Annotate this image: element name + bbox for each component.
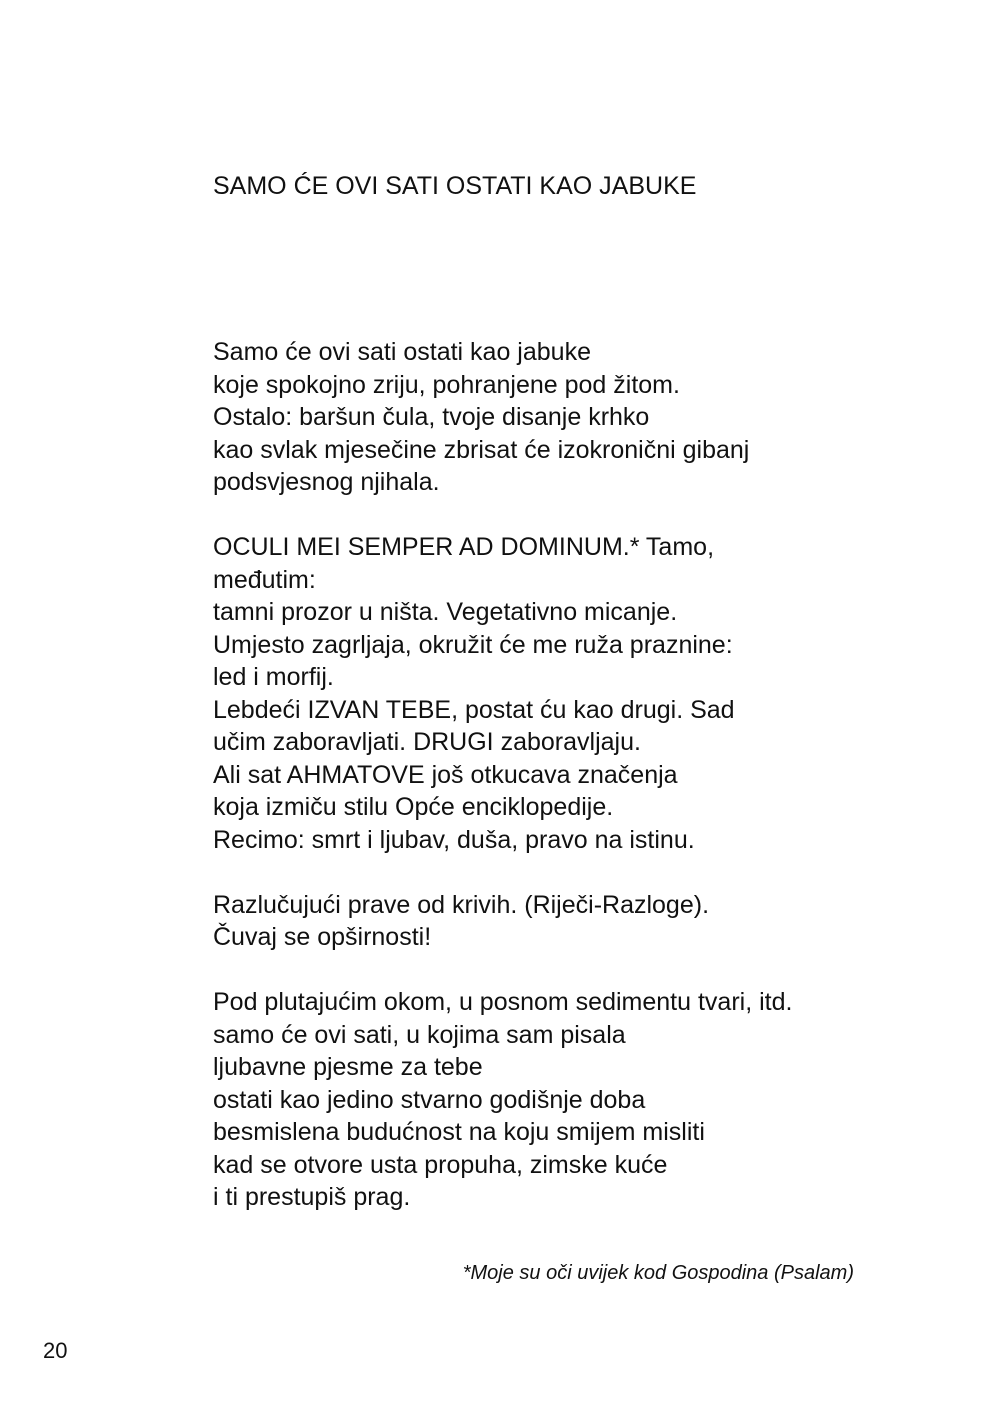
poem-line: Čuvaj se opširnosti!: [213, 923, 432, 951]
poem-line: Lebdeći IZVAN TEBE, postat ću kao drugi. Sad: [213, 695, 735, 724]
stanza-4: [213, 986, 913, 1214]
poem-line: besmislena budućnost na koju smijem misliti: [213, 1118, 705, 1146]
stanza-2: [213, 531, 913, 856]
stanza-1: [213, 336, 913, 499]
poem-line: i ti prestupiš prag.: [213, 1183, 411, 1211]
poem-line: ostati kao jedino stvarno godišnje doba: [213, 1085, 646, 1114]
poem-line: podsvjesnog njihala.: [213, 468, 440, 496]
poem-line: kad se otvore usta propuha, zimske kuće: [213, 1150, 668, 1179]
stanza-3: [213, 889, 913, 954]
poem-line: Umjesto zagrljaja, okružit će me ruža praznine:: [213, 630, 733, 659]
poem-line: Ostalo: baršun čula, tvoje disanje krhko: [213, 403, 650, 431]
poem-title: SAMO ĆE OVI SATI OSTATI KAO JABUKE: [213, 172, 697, 200]
footnote: *Moje su oči uvijek kod Gospodina (Psalam): [462, 1262, 854, 1284]
poem-line: učim zaboravljati. DRUGI zaboravljaju.: [213, 728, 641, 756]
poem-line: Samo će ovi sati ostati kao jabuke: [213, 338, 591, 366]
poem-line: Ali sat AHMATOVE još otkucava značenja: [213, 760, 678, 789]
poem-body: [213, 336, 913, 1246]
page-number: 20: [43, 1338, 68, 1363]
poem-line: OCULI MEI SEMPER AD DOMINUM.* Tamo,: [213, 533, 715, 561]
poem-line: samo će ovi sati, u kojima sam pisala: [213, 1020, 626, 1049]
poem-line: kao svlak mjesečine zbrisat će izokronični gibanj: [213, 435, 750, 464]
poem-line: led i morfij.: [213, 663, 334, 691]
poem-line: koje spokojno zriju, pohranjene pod žitom.: [213, 370, 680, 399]
poem-line: tamni prozor u ništa. Vegetativno micanje.: [213, 598, 678, 626]
poem-line: koja izmiču stilu Opće enciklopedije.: [213, 793, 614, 821]
poem-line: Pod plutajućim okom, u posnom sedimentu tvari, itd.: [213, 988, 793, 1016]
poem-line: Razlučujući prave od krivih. (Riječi-Razloge).: [213, 890, 710, 919]
poem-line: Recimo: smrt i ljubav, duša, pravo na istinu.: [213, 825, 695, 854]
poem-line: ljubavne pjesme za tebe: [213, 1053, 483, 1081]
poem-line: međutim:: [213, 565, 316, 594]
